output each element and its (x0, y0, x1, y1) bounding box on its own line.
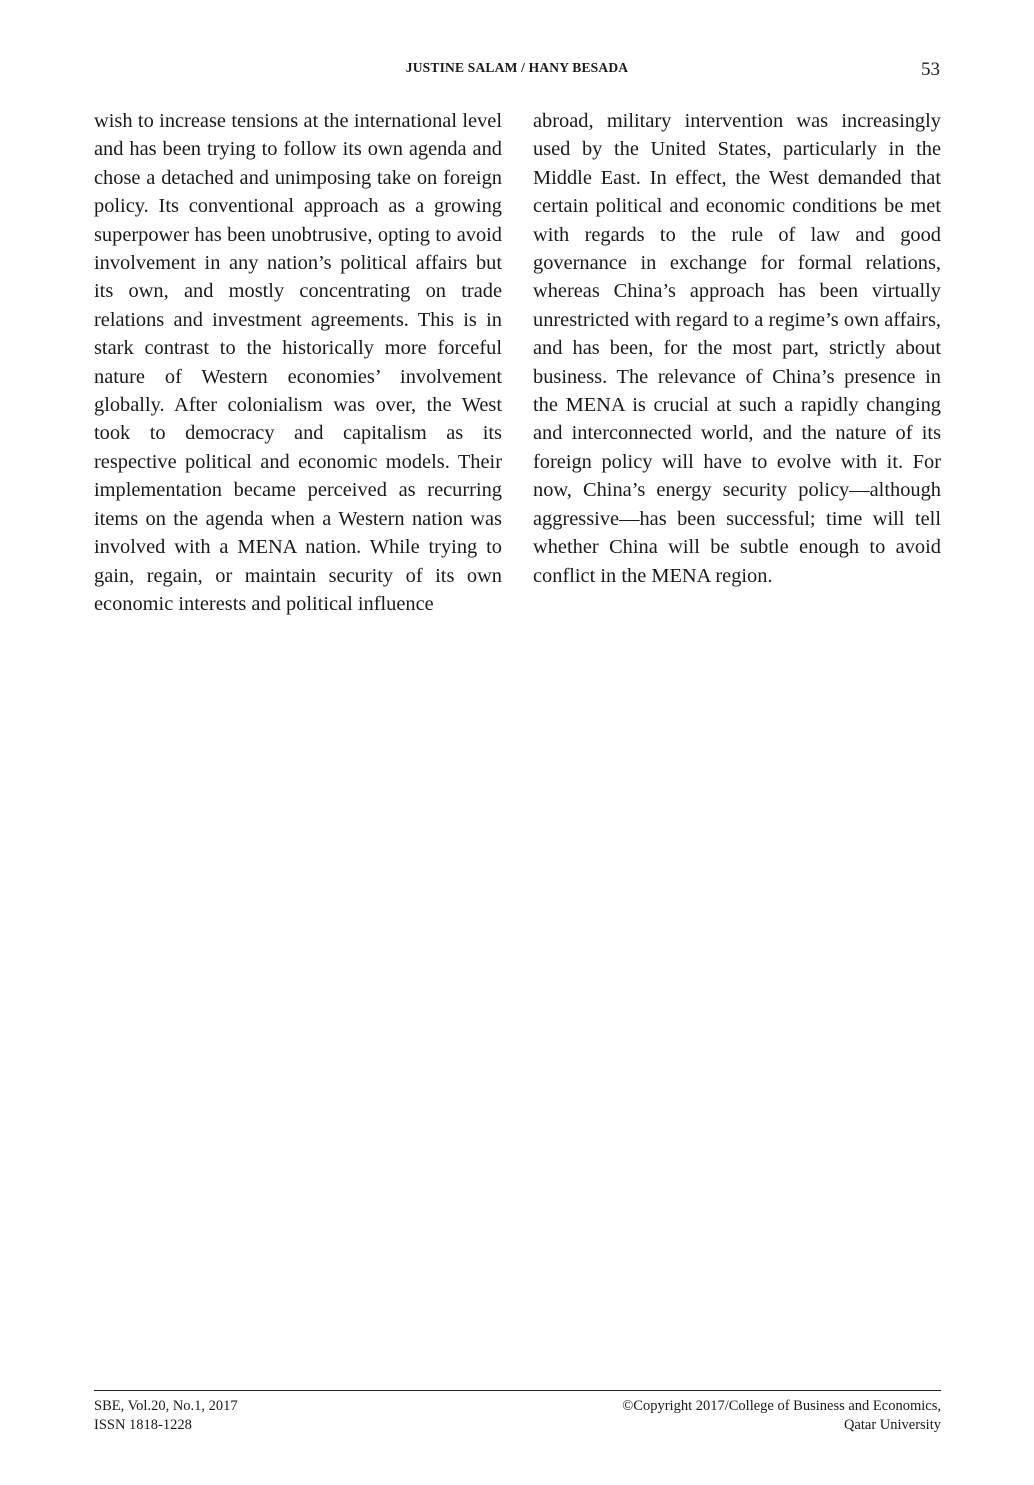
footer-rule (94, 1390, 941, 1391)
footer-right (622, 1397, 941, 1435)
institution: Qatar University (843, 1417, 941, 1433)
left-column (94, 107, 502, 618)
issn: ISSN 1818-1228 (94, 1417, 192, 1433)
page-number: 53 (921, 59, 940, 80)
right-column-text: abroad, military intervention was increasingly used by the United States, particularly in the Middle East. In effect, the West demanded that certain political and economic conditions be met with regards to the rule of law and good governance in exchange for formal relations, whereas China’s approach has been virtually unrestricted with regard to a regime’s own affairs, and has been, for the most part, strictly about business. The relevance of China’s presence in the MENA is crucial at such a rapidly changing and interconnected world, and the nature of its foreign policy will have to evolve with it. For now, China’s energy security policy—although aggressive—has been successful; time will tell whether China will be subtle enough to avoid conflict in the MENA region. (533, 110, 941, 587)
running-head: JUSTINE SALAM / HANY BESADA (405, 60, 629, 75)
left-column-text: wish to increase tensions at the international level and has been trying to follow its own agenda and chose a detached and unimposing take on foreign policy. Its conventional approach as a growing superpower has been unobtrusive, opting to avoid involvement in any nation’s political affairs but its own, and mostly concentrating on trade relations and investment agreements. This is in stark contrast to the historically more forceful nature of Western economies’ involvement globally. After colonialism was over, the West took to democracy and capitalism as its respective political and economic models. Their implementation became perceived as recurring items on the agenda when a Western nation was involved with a MENA nation. While trying to gain, regain, or maintain security of its own economic interests and political influence (94, 110, 502, 615)
right-column (533, 107, 941, 590)
copyright-notice: ©Copyright 2017/College of Business and Economics, (622, 1398, 941, 1414)
journal-citation: SBE, Vol.20, No.1, 2017 (94, 1398, 238, 1414)
footer-left (94, 1397, 238, 1435)
